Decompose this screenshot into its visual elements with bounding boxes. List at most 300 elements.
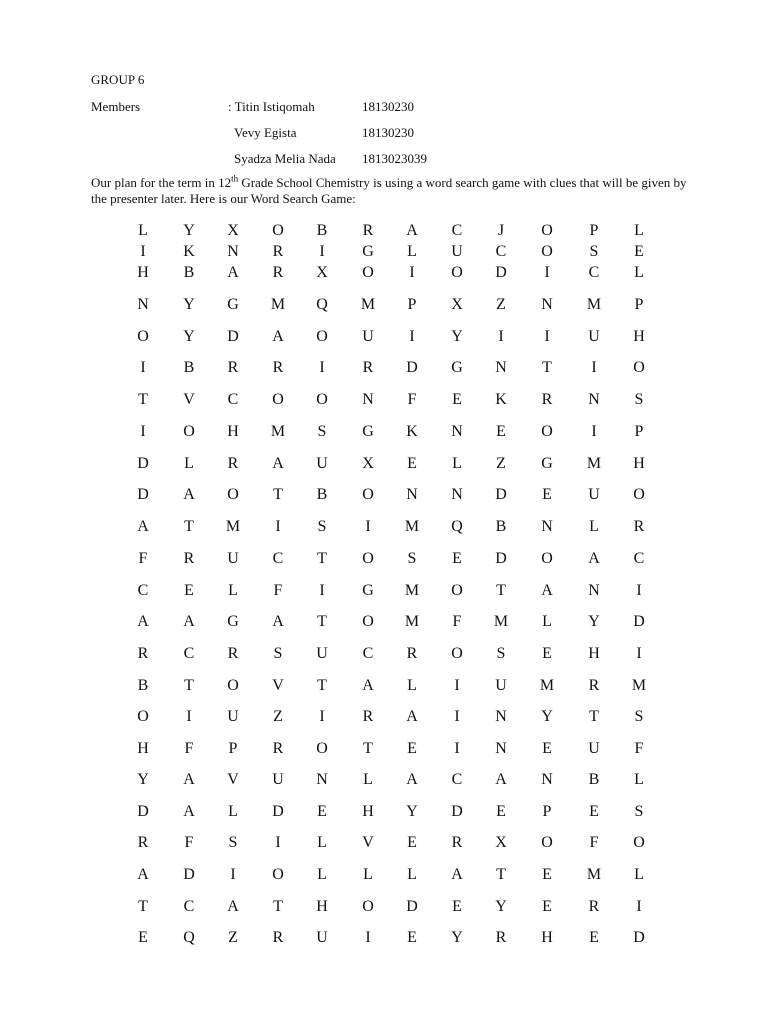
grid-letter: R	[137, 645, 149, 662]
grid-letter: L	[228, 582, 238, 599]
grid-letter: N	[541, 771, 553, 788]
grid-letter: F	[273, 582, 283, 599]
member-id: 1813023039	[362, 151, 427, 166]
grid-letter: E	[452, 550, 462, 567]
grid-letter: L	[589, 518, 599, 535]
grid-letter: L	[407, 866, 417, 883]
grid-letter: O	[362, 898, 374, 915]
grid-letter: I	[454, 677, 460, 694]
grid-letter: N	[316, 771, 328, 788]
grid-letter: T	[273, 898, 283, 915]
grid-letter: D	[183, 866, 195, 883]
grid-letter: Q	[451, 518, 463, 535]
grid-letter: R	[272, 264, 284, 281]
grid-letter: R	[362, 359, 374, 376]
grid-letter: T	[317, 677, 327, 694]
grid-letter: A	[406, 771, 418, 788]
grid-letter: N	[541, 296, 553, 313]
grid-letter: M	[586, 866, 602, 883]
grid-letter: I	[230, 866, 236, 883]
grid-letter: O	[541, 550, 553, 567]
grid-letter: H	[588, 645, 600, 662]
group-title: GROUP 6	[91, 72, 145, 87]
grid-letter: E	[407, 834, 417, 851]
grid-letter: Y	[451, 929, 463, 946]
grid-letter: O	[272, 391, 284, 408]
grid-letter: S	[589, 243, 599, 260]
grid-letter: I	[365, 518, 371, 535]
grid-letter: V	[183, 391, 195, 408]
member-name: Vevy Egista	[234, 125, 297, 140]
grid-letter: M	[225, 518, 241, 535]
grid-letter: I	[140, 359, 146, 376]
grid-letter: E	[634, 243, 644, 260]
grid-letter: B	[183, 264, 195, 281]
grid-letter: D	[406, 359, 418, 376]
grid-letter: O	[227, 677, 239, 694]
grid-letter: F	[452, 613, 462, 630]
grid-letter: L	[363, 866, 373, 883]
grid-letter: A	[183, 486, 195, 503]
grid-letter: O	[316, 740, 328, 757]
grid-letter: U	[316, 455, 328, 472]
grid-letter: I	[498, 328, 504, 345]
grid-letter: X	[451, 296, 463, 313]
grid-letter: P	[634, 423, 644, 440]
grid-letter: I	[409, 264, 415, 281]
grid-letter: F	[138, 550, 148, 567]
grid-letter: I	[454, 740, 460, 757]
grid-letter: O	[316, 328, 328, 345]
grid-letter: D	[137, 486, 149, 503]
grid-letter: H	[541, 929, 553, 946]
grid-letter: A	[227, 264, 239, 281]
grid-letter: Z	[273, 708, 283, 725]
grid-letter: T	[363, 740, 373, 757]
grid-letter: U	[495, 677, 507, 694]
grid-letter: O	[451, 645, 463, 662]
grid-letter: K	[495, 391, 507, 408]
grid-letter: Y	[183, 328, 195, 345]
grid-letter: T	[184, 518, 194, 535]
grid-letter: O	[183, 423, 195, 440]
grid-letter: P	[589, 222, 599, 239]
grid-letter: M	[493, 613, 509, 630]
grid-letter: L	[452, 455, 462, 472]
grid-letter: I	[275, 518, 281, 535]
grid-letter: S	[634, 803, 644, 820]
grid-letter: D	[227, 328, 239, 345]
grid-letter: T	[496, 866, 506, 883]
grid-letter: Y	[451, 328, 463, 345]
grid-letter: R	[227, 455, 239, 472]
grid-letter: V	[272, 677, 284, 694]
grid-letter: S	[634, 391, 644, 408]
grid-letter: D	[272, 803, 284, 820]
grid-letter: T	[317, 550, 327, 567]
grid-letter: N	[137, 296, 149, 313]
grid-letter: J	[497, 222, 505, 239]
grid-letter: T	[138, 898, 148, 915]
grid-letter: E	[589, 929, 599, 946]
grid-letter: N	[406, 486, 418, 503]
grid-letter: C	[137, 582, 149, 599]
grid-letter: O	[362, 486, 374, 503]
grid-letter: D	[137, 803, 149, 820]
grid-letter: I	[140, 243, 146, 260]
grid-letter: Z	[496, 296, 506, 313]
grid-letter: A	[227, 898, 239, 915]
grid-letter: E	[407, 740, 417, 757]
grid-letter: A	[272, 613, 284, 630]
grid-letter: G	[451, 359, 463, 376]
grid-letter: A	[495, 771, 507, 788]
grid-letter: T	[496, 582, 506, 599]
grid-letter: T	[138, 391, 148, 408]
intro-text-start: Our plan for the term in 12	[91, 175, 232, 190]
grid-letter: B	[316, 222, 328, 239]
grid-letter: E	[184, 582, 194, 599]
grid-letter: G	[362, 582, 374, 599]
grid-letter: Y	[588, 613, 600, 630]
grid-letter: P	[542, 803, 552, 820]
grid-letter: A	[137, 518, 149, 535]
grid-letter: M	[631, 677, 647, 694]
grid-letter: R	[362, 222, 374, 239]
grid-letter: R	[633, 518, 645, 535]
grid-letter: E	[407, 929, 417, 946]
grid-letter: D	[406, 898, 418, 915]
grid-letter: R	[495, 929, 507, 946]
grid-letter: Y	[137, 771, 149, 788]
grid-letter: B	[588, 771, 600, 788]
grid-letter: S	[407, 550, 417, 567]
grid-letter: L	[363, 771, 373, 788]
grid-letter: E	[452, 391, 462, 408]
grid-letter: U	[316, 645, 328, 662]
grid-letter: E	[496, 423, 506, 440]
grid-letter: S	[317, 423, 327, 440]
grid-letter: O	[633, 834, 645, 851]
grid-letter: O	[541, 834, 553, 851]
grid-letter: E	[407, 455, 417, 472]
grid-letter: U	[227, 708, 239, 725]
grid-letter: D	[633, 929, 645, 946]
grid-letter: X	[316, 264, 328, 281]
grid-letter: M	[404, 518, 420, 535]
grid-letter: O	[272, 866, 284, 883]
grid-letter: E	[542, 645, 552, 662]
grid-letter: I	[454, 708, 460, 725]
intro-superscript: th	[231, 173, 239, 184]
grid-letter: M	[586, 296, 602, 313]
grid-letter: E	[542, 486, 552, 503]
grid-letter: F	[589, 834, 599, 851]
grid-letter: D	[137, 455, 149, 472]
grid-letter: F	[184, 834, 194, 851]
grid-letter: D	[495, 264, 507, 281]
grid-letter: A	[406, 708, 418, 725]
grid-letter: L	[634, 771, 644, 788]
grid-letter: C	[362, 645, 374, 662]
grid-letter: R	[137, 834, 149, 851]
grid-letter: N	[495, 359, 507, 376]
grid-letter: M	[270, 296, 286, 313]
grid-letter: R	[451, 834, 463, 851]
grid-letter: R	[227, 359, 239, 376]
grid-letter: H	[227, 423, 239, 440]
grid-letter: L	[317, 834, 327, 851]
grid-letter: K	[406, 423, 418, 440]
grid-letter: R	[272, 243, 284, 260]
grid-letter: S	[496, 645, 506, 662]
grid-letter: L	[407, 243, 417, 260]
members-label: Members	[91, 99, 141, 114]
grid-letter: R	[362, 708, 374, 725]
grid-letter: D	[633, 613, 645, 630]
grid-letter: R	[272, 929, 284, 946]
grid-letter: E	[317, 803, 327, 820]
grid-letter: P	[407, 296, 417, 313]
grid-letter: O	[451, 582, 463, 599]
grid-letter: F	[634, 740, 644, 757]
grid-letter: O	[633, 359, 645, 376]
grid-letter: A	[183, 771, 195, 788]
grid-letter: I	[544, 328, 550, 345]
grid-letter: B	[495, 518, 507, 535]
grid-letter: C	[183, 898, 195, 915]
grid-letter: I	[319, 708, 325, 725]
grid-letter: O	[137, 708, 149, 725]
grid-letter: E	[589, 803, 599, 820]
grid-letter: Z	[496, 455, 506, 472]
intro-paragraph	[91, 175, 691, 207]
grid-letter: N	[451, 486, 463, 503]
grid-letter: H	[316, 898, 328, 915]
grid-letter: A	[183, 803, 195, 820]
grid-letter: C	[272, 550, 284, 567]
grid-letter: S	[634, 708, 644, 725]
grid-letter: E	[542, 740, 552, 757]
grid-letter: V	[362, 834, 374, 851]
grid-letter: L	[634, 264, 644, 281]
grid-letter: U	[316, 929, 328, 946]
grid-letter: A	[137, 866, 149, 883]
grid-letter: E	[496, 803, 506, 820]
grid-letter: R	[272, 740, 284, 757]
grid-letter: G	[362, 243, 374, 260]
grid-letter: G	[227, 613, 239, 630]
grid-letter: L	[542, 613, 552, 630]
grid-letter: P	[228, 740, 238, 757]
grid-letter: F	[184, 740, 194, 757]
grid-letter: A	[183, 613, 195, 630]
grid-letter: U	[588, 486, 600, 503]
grid-letter: G	[541, 455, 553, 472]
grid-letter: N	[541, 518, 553, 535]
grid-letter: N	[495, 708, 507, 725]
grid-letter: U	[451, 243, 463, 260]
grid-letter: C	[451, 771, 463, 788]
grid-letter: O	[633, 486, 645, 503]
grid-letter: N	[227, 243, 239, 260]
grid-letter: A	[362, 677, 374, 694]
grid-letter: A	[588, 550, 600, 567]
grid-letter: H	[633, 455, 645, 472]
grid-letter: D	[451, 803, 463, 820]
grid-letter: O	[316, 391, 328, 408]
grid-letter: I	[319, 582, 325, 599]
grid-letter: H	[362, 803, 374, 820]
grid-letter: S	[228, 834, 238, 851]
grid-letter: N	[588, 582, 600, 599]
grid-letter: A	[406, 222, 418, 239]
grid-letter: O	[451, 264, 463, 281]
grid-letter: C	[633, 550, 645, 567]
grid-letter: O	[362, 613, 374, 630]
grid-letter: R	[183, 550, 195, 567]
grid-letter: P	[634, 296, 644, 313]
grid-letter: M	[404, 582, 420, 599]
member-name: Syadza Melia Nada	[234, 151, 336, 166]
grid-letter: T	[273, 486, 283, 503]
grid-letter: E	[138, 929, 148, 946]
grid-letter: V	[227, 771, 239, 788]
grid-letter: C	[588, 264, 600, 281]
grid-letter: E	[542, 898, 552, 915]
grid-letter: I	[544, 264, 550, 281]
grid-letter: O	[541, 243, 553, 260]
grid-letter: I	[275, 834, 281, 851]
grid-letter: Y	[495, 898, 507, 915]
grid-letter: N	[362, 391, 374, 408]
grid-letter: O	[362, 264, 374, 281]
grid-letter: I	[409, 328, 415, 345]
grid-letter: B	[183, 359, 195, 376]
grid-letter: F	[407, 391, 417, 408]
grid-letter: L	[184, 455, 194, 472]
grid-letter: D	[495, 486, 507, 503]
grid-letter: R	[406, 645, 418, 662]
grid-letter: E	[452, 898, 462, 915]
grid-letter: Y	[183, 296, 195, 313]
grid-letter: I	[140, 423, 146, 440]
grid-letter: H	[137, 264, 149, 281]
grid-letter: N	[451, 423, 463, 440]
grid-letter: B	[316, 486, 328, 503]
grid-letter: A	[541, 582, 553, 599]
grid-letter: I	[319, 243, 325, 260]
grid-letter: I	[591, 423, 597, 440]
grid-letter: R	[588, 677, 600, 694]
grid-letter: A	[137, 613, 149, 630]
member-id: 18130230	[362, 99, 414, 114]
grid-letter: Z	[228, 929, 238, 946]
member-name: : Titin Istiqomah	[228, 99, 315, 114]
grid-letter: R	[541, 391, 553, 408]
grid-letter: C	[451, 222, 463, 239]
intro-text-end: Grade School Chemistry is using a word search game with clues that will be given by the presenter later. Here is our Word Search Game:	[91, 175, 687, 206]
grid-letter: S	[273, 645, 283, 662]
grid-letter: X	[362, 455, 374, 472]
grid-letter: I	[636, 898, 642, 915]
grid-letter: U	[362, 328, 374, 345]
grid-letter: O	[272, 222, 284, 239]
grid-letter: T	[589, 708, 599, 725]
grid-letter: L	[634, 222, 644, 239]
grid-letter: G	[227, 296, 239, 313]
grid-letter: M	[404, 613, 420, 630]
grid-letter: H	[633, 328, 645, 345]
grid-letter: C	[183, 645, 195, 662]
grid-letter: M	[586, 455, 602, 472]
grid-letter: X	[227, 222, 239, 239]
grid-letter: O	[541, 222, 553, 239]
grid-letter: E	[542, 866, 552, 883]
grid-letter: L	[634, 866, 644, 883]
member-id: 18130230	[362, 125, 414, 140]
grid-letter: B	[137, 677, 149, 694]
grid-letter: O	[362, 550, 374, 567]
grid-letter: L	[317, 866, 327, 883]
grid-letter: C	[495, 243, 507, 260]
grid-letter: O	[227, 486, 239, 503]
grid-letter: I	[365, 929, 371, 946]
grid-letter: U	[588, 740, 600, 757]
grid-letter: L	[228, 803, 238, 820]
grid-letter: S	[317, 518, 327, 535]
grid-letter: T	[317, 613, 327, 630]
grid-letter: Y	[183, 222, 195, 239]
grid-letter: I	[636, 645, 642, 662]
grid-letter: H	[137, 740, 149, 757]
grid-letter: Y	[406, 803, 418, 820]
grid-letter: I	[319, 359, 325, 376]
grid-letter: U	[227, 550, 239, 567]
grid-letter: M	[360, 296, 376, 313]
grid-letter: I	[591, 359, 597, 376]
grid-letter: M	[270, 423, 286, 440]
grid-letter: R	[272, 359, 284, 376]
grid-letter: R	[227, 645, 239, 662]
grid-letter: X	[495, 834, 507, 851]
grid-letter: A	[272, 328, 284, 345]
grid-letter: I	[636, 582, 642, 599]
grid-letter: R	[588, 898, 600, 915]
grid-letter: Y	[541, 708, 553, 725]
grid-letter: Q	[183, 929, 195, 946]
grid-letter: U	[272, 771, 284, 788]
grid-letter: A	[272, 455, 284, 472]
grid-letter: L	[407, 677, 417, 694]
grid-letter: M	[539, 677, 555, 694]
grid-letter: K	[183, 243, 195, 260]
grid-letter: O	[137, 328, 149, 345]
grid-letter: L	[138, 222, 148, 239]
grid-letter: A	[451, 866, 463, 883]
grid-letter: N	[588, 391, 600, 408]
grid-letter: Q	[316, 296, 328, 313]
grid-letter: U	[588, 328, 600, 345]
grid-letter: G	[362, 423, 374, 440]
grid-letter: D	[495, 550, 507, 567]
grid-letter: T	[542, 359, 552, 376]
grid-letter: I	[186, 708, 192, 725]
grid-letter: O	[541, 423, 553, 440]
grid-letter: T	[184, 677, 194, 694]
grid-letter: C	[227, 391, 239, 408]
grid-letter: N	[495, 740, 507, 757]
